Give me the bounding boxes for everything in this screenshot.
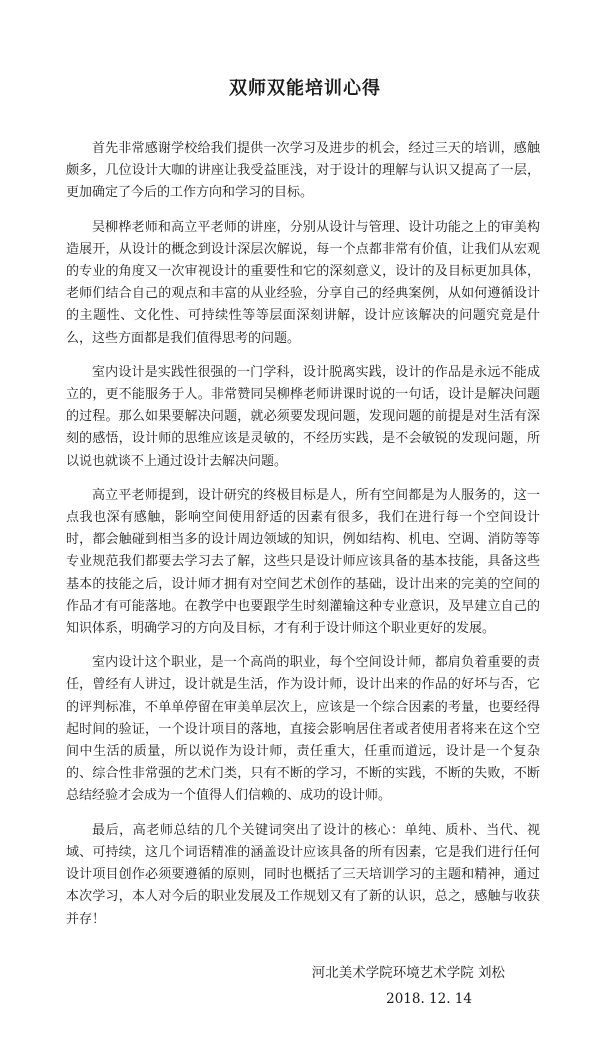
document-title: 双师双能培训心得 [229,78,381,99]
paragraph-1: 首先非常感谢学校给我们提供一次学习及进步的机会，经过三天的培训，感触颇多，几位设计大咖的讲座让我受益匪浅，对于设计的理解与认识又提高了一层，更加确定了今后的工作方向和学习的目标。 [66,141,540,201]
paragraph-4: 高立平老师提到，设计研究的终极目标是人，所有空间都是为人服务的，这一点我也深有感触，影响空间使用舒适的因素有很多，我们在进行每一个空间设计时，都会触碰到相当多的设计周边领域的知识，例如结构、机电、空调、消防等等专业规范我们都要去学习去了解，这些只是设计师应该具备的基本技能，具备这些基本的技能之后，设计师才拥有对空间艺术创作的基础，设计出来的完美的空间的作品才有可能落地。在教学中也要跟学生时刻灌输这种专业意识，及早建立自己的知识体系，明确学习的方向及目标，才有利于设计师这个职业更好的发展。 [66,487,540,637]
signature-organization: 河北美术学院环境艺术学院 刘松 [311,965,505,981]
paragraph-5: 室内设计这个职业，是一个高尚的职业，每个空间设计师，都肩负着重要的责任，曾经有人讲过，设计就是生活，作为设计师，设计出来的作品的好坏与否，它的评判标准，不单单停留在审美单层次上，应该是一个综合因素的考量，也要经得起时间的验证，一个设计项目的落地，直接会影响居住者或者使用者将来在这个空间中生活的质量，所以说作为设计师，责任重大，任重而道远，设计是一个复杂的、综合性非常强的艺术门类，只有不断的学习，不断的实践，不断的失败，不断总结经验才会成为一个值得人们信赖的、成功的设计师。 [66,655,540,804]
paragraph-3: 室内设计是实践性很强的一门学科，设计脱离实践，设计的作品是永远不能成立的，更不能服务于人。非常赞同吴柳桦老师讲课时说的一句话，设计是解决问题的过程。那么如果要解决问题，就必须要发现问题，发现问题的前提是对生活有深刻的感悟，设计师的思维应该是灵敏的，不经历实践，是不会敏锐的发现问题，所以说也就谈不上通过设计去解决问题。 [66,364,540,469]
paragraph-6: 最后，高老师总结的几个关键词突出了设计的核心：单纯、质朴、当代、视域、可持续，这几个词语精准的涵盖设计应该具备的所有因素，它是我们进行任何设计项目创作必须要遵循的原则，同时也概括了三天培训学习的主题和精神，通过本次学习，本人对今后的职业发展及工作规划又有了新的认识，总之，感触与收获并存！ [66,822,540,927]
signature-date: 2018. 12. 14 [386,991,472,1007]
paragraph-2: 吴柳桦老师和高立平老师的讲座，分别从设计与管理、设计功能之上的审美构造展开，从设计的概念到设计深层次解说，每一个点都非常有价值，让我们从宏观的专业的角度又一次审视设计的重要性和它的深刻意义，设计的及目标更加具体，老师们结合自己的观点和丰富的从业经验，分享自己的经典案例，从如何遵循设计的主题性、文化性、可持续性等等层面深刻讲解，设计应该解决的问题究竟是什么，这些方面都是我们值得思考的问题。 [66,219,540,346]
